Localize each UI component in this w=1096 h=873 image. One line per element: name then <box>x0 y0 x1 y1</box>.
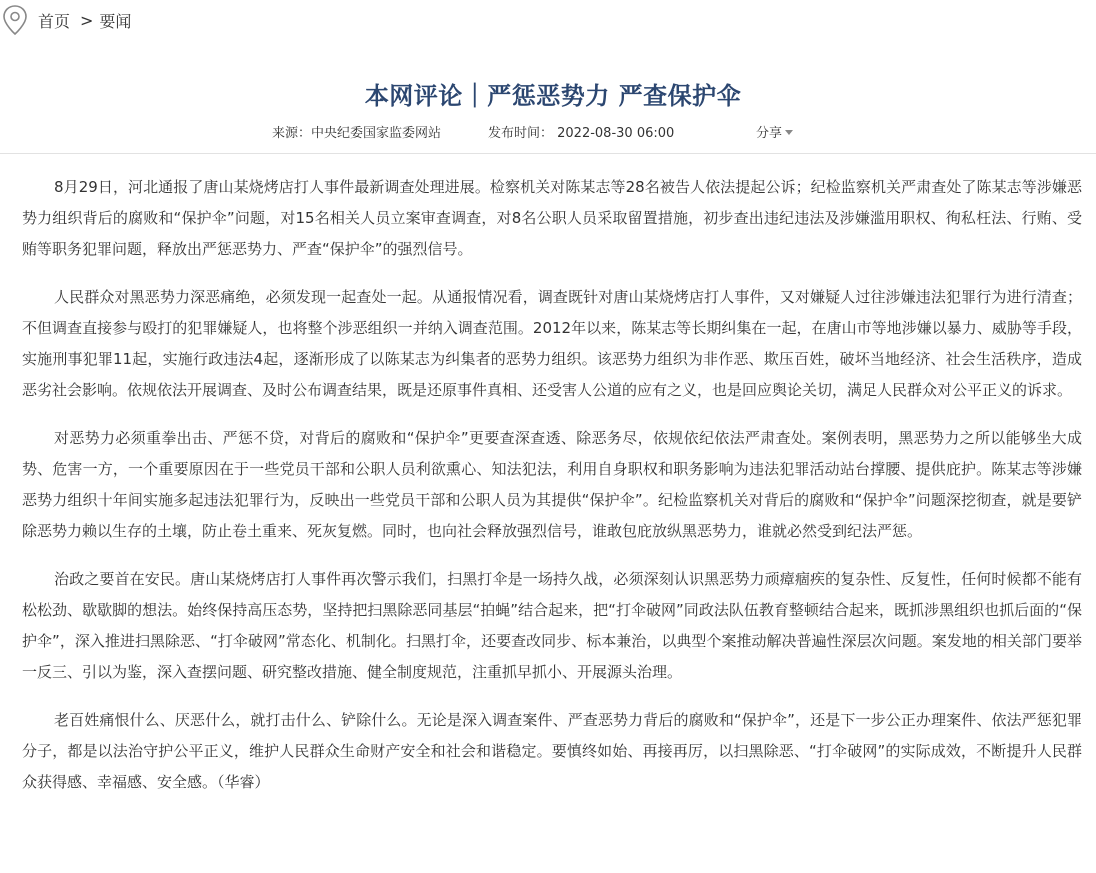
article-meta <box>0 122 1096 140</box>
breadcrumb <box>0 4 131 36</box>
article-body <box>22 172 1082 815</box>
article-source: 来源：中央纪委国家监委网站 <box>272 126 442 141</box>
header-divider <box>0 153 1096 154</box>
location-pin-icon <box>2 4 28 36</box>
article-paragraph: 对恶势力必须重拳出击、严惩不贷，对背后的腐败和“保护伞”更要查深查透、除恶务尽，依规依纪依法严肃查处。案例表明，黑恶势力之所以能够坐大成势、危害一方，一个重要原因在于一些党员干部和公职人员利欲熏心、知法犯法，利用自身职权和职务影响为违法犯罪活动站台撑腰、提供庇护。陈某志等涉嫌恶势力组织十年间实施多起违法犯罪行为，反映出一些党员干部和公职人员为其提供“保护伞”。纪检监察机关对背后的腐败和“保护伞”问题深挖彻查，就是要铲除恶势力赖以生存的土壤，防止卷土重来、死灰复燃。同时，也向社会释放强烈信号，谁敢包庇放纵黑恶势力，谁就必然受到纪法严惩。 <box>22 429 1082 540</box>
chevron-down-icon <box>785 130 793 135</box>
article-title: 本网评论｜严惩恶势力 严查保护伞 <box>364 82 742 111</box>
article-paragraph: 8月29日，河北通报了唐山某烧烤店打人事件最新调查处理进展。检察机关对陈某志等28名被告人依法提起公诉；纪检监察机关严肃查处了陈某志等涉嫌恶势力组织背后的腐败和“保护伞”问题，对15名相关人员立案审查调查，对8名公职人员采取留置措施，初步查出违纪违法及涉嫌滥用职权、徇私枉法、行贿、受贿等职务犯罪问题，释放出严惩恶势力、严查“保护伞”的强烈信号。 <box>22 178 1082 258</box>
share-label: 分享 <box>756 126 783 141</box>
article-paragraph: 治政之要首在安民。唐山某烧烤店打人事件再次警示我们，扫黑打伞是一场持久战，必须深刻认识黑恶势力顽瘴痼疾的复杂性、反复性，任何时候都不能有松松劲、歇歇脚的想法。始终保持高压态势，坚持把扫黑除恶同基层“拍蝇”结合起来，把“打伞破网”同政法队伍教育整顿结合起来，既抓涉黑组织也抓后面的“保护伞”，深入推进扫黑除恶、“打伞破网”常态化、机制化。扫黑打伞，还要查改同步、标本兼治，以典型个案推动解决普遍性深层次问题。案发地的相关部门要举一反三、引以为鉴，深入查摆问题、研究整改措施、健全制度规范，注重抓早抓小、开展源头治理。 <box>22 570 1082 681</box>
breadcrumb-current-link[interactable]: 要闻 <box>99 11 132 31</box>
breadcrumb-home-link[interactable]: 首页 <box>38 11 71 31</box>
article-paragraph: 人民群众对黑恶势力深恶痛绝，必须发现一起查处一起。从通报情况看，调查既针对唐山某烧烤店打人事件，又对嫌疑人过往涉嫌违法犯罪行为进行清查；不但调查直接参与殴打的犯罪嫌疑人，也将整个涉恶组织一并纳入调查范围。2012年以来，陈某志等长期纠集在一起，在唐山市等地涉嫌以暴力、威胁等手段，实施刑事犯罪11起，实施行政违法4起，逐渐形成了以陈某志为纠集者的恶势力组织。该恶势力组织为非作恶、欺压百姓，破坏当地经济、社会生活秩序，造成恶劣社会影响。依规依法开展调查、及时公布调查结果，既是还原事件真相、还受害人公道的应有之义，也是回应舆论关切，满足人民群众对公平正义的诉求。 <box>22 288 1082 399</box>
share-button[interactable] <box>756 122 793 141</box>
article-paragraph: 老百姓痛恨什么、厌恶什么，就打击什么、铲除什么。无论是深入调查案件、严查恶势力背后的腐败和“保护伞”，还是下一步公正办理案件、依法严惩犯罪分子，都是以法治守护公平正义，维护人民群众生命财产安全和社会和谐稳定。要慎终如始、再接再厉，以扫黑除恶、“打伞破网”的实际成效，不断提升人民群众获得感、幸福感、安全感。（华睿） <box>22 711 1082 791</box>
breadcrumb-separator: > <box>80 10 94 30</box>
article-published-time: 发布时间： 2022-08-30 06:00 <box>488 126 675 141</box>
